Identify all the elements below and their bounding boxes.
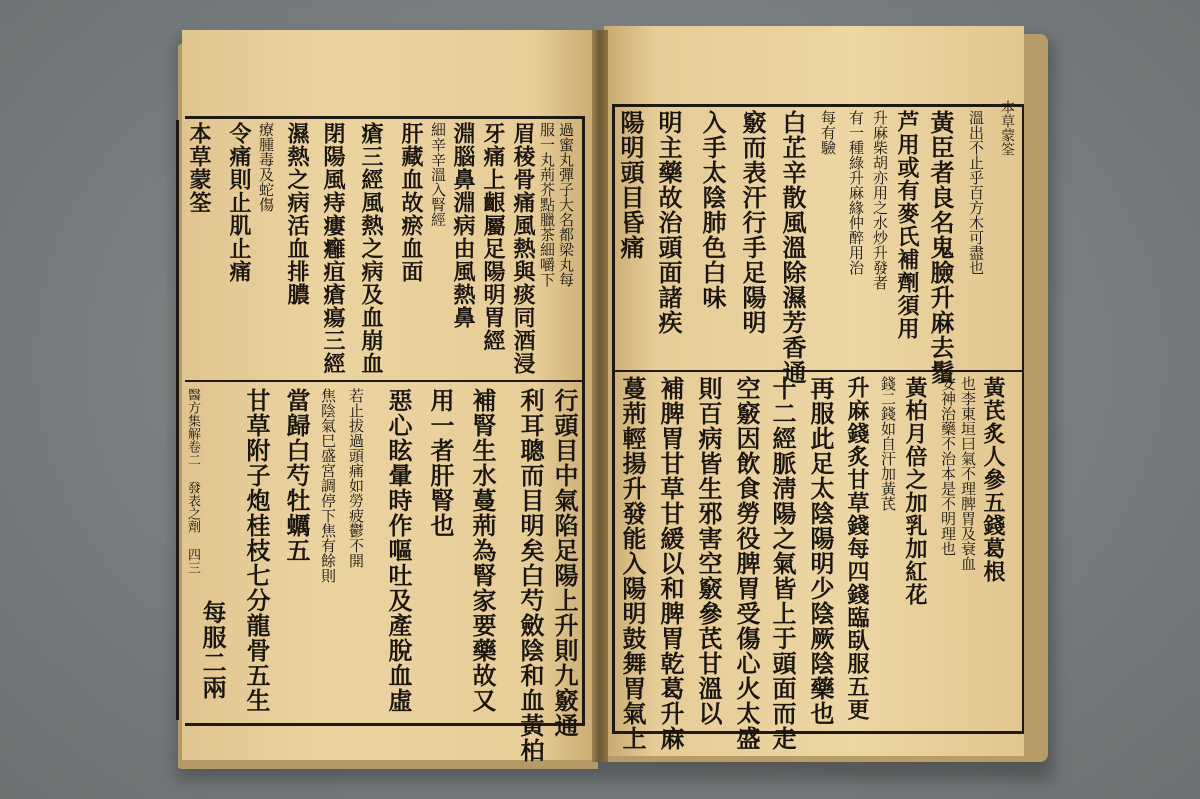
left-margin-title: 本草蒙筌 xyxy=(186,122,212,214)
right-upper-col: 有一種綠升麻緣仲醉用治 xyxy=(847,110,865,275)
left-lower-col: 當歸白芍牡蠣五 xyxy=(282,388,311,563)
left-upper-col: 細辛辛溫入腎經 xyxy=(429,122,447,227)
right-lower-col: 升麻錢炙甘草錢每四錢臨臥服五更 xyxy=(844,376,870,721)
left-bottom-margin: 醫方集解卷二 發表之劑 四三 xyxy=(185,388,200,574)
right-upper-col: 芦用或有麥氏補劑須用 xyxy=(894,110,920,340)
left-lower-col: 焦陰氣巳盛宮調停下焦有餘則 xyxy=(319,388,337,583)
right-upper-col: 明主藥故治頭面諸疾 xyxy=(654,110,683,335)
left-upper-col: 服一丸荊芥點臘茶細嚼下 xyxy=(538,122,556,287)
right-lower-col: 十二經脈淸陽之氣皆上于頭面而走 xyxy=(768,376,797,751)
left-upper-col: 濕熱之病活血排膿 xyxy=(284,122,310,306)
left-upper-col: 過蜜丸彈子大名都梁丸每 xyxy=(557,122,575,287)
right-lower-col: 也李東垣曰氣不理脾胃及衰血 xyxy=(959,376,977,571)
left-upper-col: 療腫毒及蛇傷 xyxy=(257,122,275,212)
right-upper-col: 陽明頭目昏痛 xyxy=(616,110,645,260)
right-lower-col: 則百病皆生邪害空竅參芪甘溫以 xyxy=(694,376,723,726)
left-upper-col: 瘡三經風熱之病及血崩血 xyxy=(358,122,384,375)
left-upper-col: 肝藏血故瘀血面 xyxy=(398,122,424,283)
left-lower-col: 惡心眩暈時作嘔吐及產脫血虛 xyxy=(384,388,413,713)
left-outer-rule xyxy=(176,120,179,720)
right-upper-col: 升麻柴胡亦用之水炒升發者 xyxy=(871,110,889,290)
right-lower-col: 黃柏月倍之加乳加紅花 xyxy=(902,376,928,606)
left-lower-col: 行頭目中氣陷足陽上升則九竅通 xyxy=(550,388,579,738)
right-section-divider xyxy=(612,370,1022,372)
left-lower-col: 每服二兩 xyxy=(198,600,227,700)
right-upper-col: 白芷辛散風溫除濕芳香通 xyxy=(778,110,807,385)
right-outer-rule xyxy=(1022,104,1024,734)
right-lower-col: 再服此足太陰陽明少陰厥陰藥也 xyxy=(806,376,835,726)
left-lower-col: 補腎生水蔓荊為腎家要藥故又 xyxy=(468,388,497,713)
right-lower-col: 空竅因飲食勞役脾胃受傷心火太盛 xyxy=(732,376,761,751)
left-lower-col: 甘草附子炮桂枝七分龍骨五生 xyxy=(242,388,271,713)
left-upper-col: 令痛則止肌止痛 xyxy=(226,122,252,283)
right-lower-col: 安神治藥不治本是不明理也 xyxy=(939,376,957,556)
right-lower-col: 黃芪炙人參五錢葛根 xyxy=(980,376,1006,583)
right-upper-col: 每有驗 xyxy=(819,110,837,155)
right-lower-col: 補脾胃甘草甘緩以和脾胃乾葛升麻 xyxy=(656,376,685,751)
left-upper-col: 淵腦鼻淵病由風熱鼻 xyxy=(450,122,476,329)
right-margin-title: 本草蒙筌 xyxy=(999,100,1015,156)
left-upper-col: 眉稜骨痛風熱與痰同酒浸 xyxy=(510,122,536,375)
right-lower-col: 錢二錢如自汗加黃芪 xyxy=(879,376,897,511)
right-upper-col: 溫出不止乎百方木可盡也 xyxy=(967,110,985,275)
left-lower-col: 若止拔過頭痛如勞疲鬱不開 xyxy=(347,388,365,568)
right-upper-col: 竅而表汗行手足陽明 xyxy=(738,110,767,335)
book-gutter xyxy=(592,30,608,762)
left-section-divider xyxy=(185,380,585,382)
right-upper-col: 入手太陰肺色白味 xyxy=(698,110,727,310)
left-lower-col: 用一者肝腎也 xyxy=(426,388,455,538)
left-lower-col: 利耳聰而目明矣白芍斂陰和血黃柏 xyxy=(516,388,545,763)
right-upper-col: 黃臣者良名鬼臉升麻去鬚 xyxy=(926,110,955,385)
left-upper-col: 閉陽風痔瘻癰疽瘡瘍三經 xyxy=(320,122,346,375)
right-lower-col: 蔓荊輕揚升發能入陽明鼓舞胃氣上 xyxy=(618,376,647,751)
left-upper-col: 牙痛上齦屬足陽明胃經 xyxy=(480,122,506,352)
